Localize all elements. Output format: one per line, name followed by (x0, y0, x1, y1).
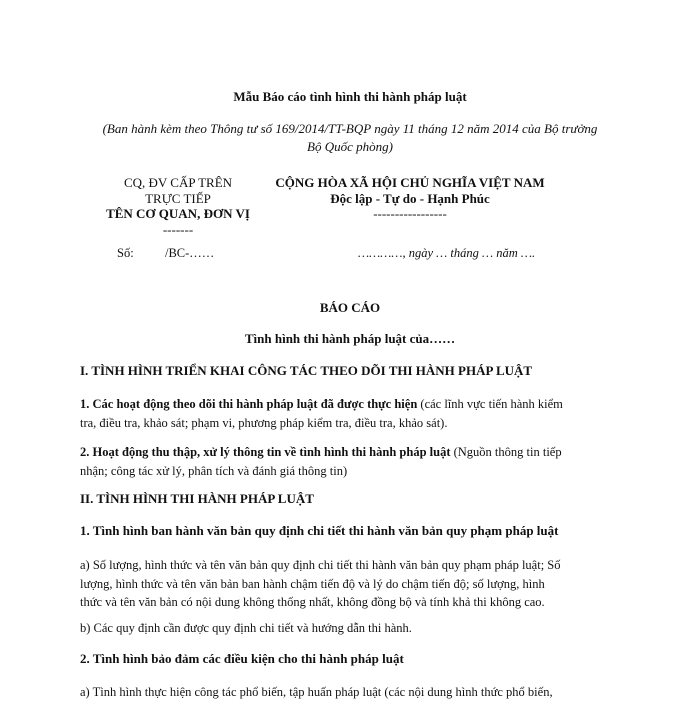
section-1-item-1 (80, 395, 620, 432)
section-2-item-a (80, 556, 620, 612)
national-motto: Độc lập - Tự do - Hạnh Phúc (330, 190, 490, 206)
section-1-heading: I. TÌNH HÌNH TRIỂN KHAI CÔNG TÁC THEO DÕI THI HÀNH PHÁP LUẬT (80, 363, 533, 378)
section-2-subheading-1: 1. Tình hình ban hành văn bản quy định chi tiết thi hành văn bản quy phạm pháp luật (80, 523, 559, 538)
unit-name: TÊN CƠ QUAN, ĐƠN VỊ (106, 206, 250, 221)
superior-agency-line2: TRỰC TIẾP (145, 190, 211, 206)
doc-number-value: /BC-…… (165, 246, 215, 260)
issuance-note-line2: Bộ Quốc phòng) (307, 139, 393, 154)
section-1-item-1-desc: (các lĩnh vực tiến hành kiểm (417, 397, 563, 411)
superior-agency-line1: CQ, ĐV CẤP TRÊN (123, 175, 233, 190)
section-1-item-1-desc-line2: tra, điều tra, khảo sát; phạm vi, phương pháp kiểm tra, điều tra, khảo sát). (80, 415, 448, 430)
agency-block (78, 175, 278, 237)
country-name: CỘNG HÒA XÃ HỘI CHỦ NGHĨA VIỆT NAM (275, 175, 545, 190)
section-1-item-2 (80, 443, 620, 480)
section-1-item-2-desc: (Nguồn thông tin tiếp (450, 445, 562, 459)
section-2-item-a-line2: lượng, hình thức và tên văn bản ban hành chậm tiến độ và lý do chậm tiến độ; số lượng, hình (80, 576, 545, 591)
report-title: BÁO CÁO (319, 300, 381, 315)
section-1-item-1-title: 1. Các hoạt động theo dõi thi hành pháp luật đã được thực hiện (80, 397, 418, 411)
section-2-item-a-line3: thức và tên văn bản có nội dung không thống nhất, không đồng bộ và tính khả thi không cao. (80, 595, 545, 609)
section-2-item-c-line1: a) Tình hình thực hiện công tác phổ biến, tập huấn pháp luật (các nội dung hình thức phổ biến, (80, 685, 553, 699)
document-title (0, 89, 700, 105)
section-2-item-b (80, 619, 620, 638)
section-2-subheading-2: 2. Tình hình bảo đảm các điều kiện cho thi hành pháp luật (80, 651, 404, 666)
date-line: …………, ngày … tháng … năm …. (358, 246, 536, 260)
document-title-text: Mẫu Báo cáo tình hình thi hành pháp luật (233, 89, 467, 104)
issuance-note-line1: (Ban hành kèm theo Thông tư số 169/2014/TT-BQP ngày 11 tháng 12 năm 2014 của Bộ trưởng (102, 121, 598, 136)
section-2-item-a-line1: a) Số lượng, hình thức và tên văn bản quy định chi tiết thi hành văn bản quy phạm pháp luật; Số (80, 558, 561, 572)
section-2-item-c (80, 683, 620, 702)
national-block (255, 175, 565, 222)
national-separator: ----------------- (373, 206, 447, 221)
section-1-item-2-title: 2. Hoạt động thu thập, xử lý thông tin về tình hình thi hành pháp luật (80, 445, 451, 459)
doc-number-label: Số: (117, 246, 134, 260)
agency-separator: ------- (162, 221, 194, 237)
section-2-item-b-text: b) Các quy định cần được quy định chi tiết và hướng dẫn thi hành. (80, 621, 412, 635)
report-subtitle: Tình hình thi hành pháp luật của…… (244, 331, 456, 346)
issuance-note (60, 120, 640, 156)
section-1-item-2-desc-line2: nhận; công tác xử lý, phân tích và đánh giá thông tin) (80, 463, 348, 478)
section-2-heading: II. TÌNH HÌNH THI HÀNH PHÁP LUẬT (80, 491, 314, 506)
